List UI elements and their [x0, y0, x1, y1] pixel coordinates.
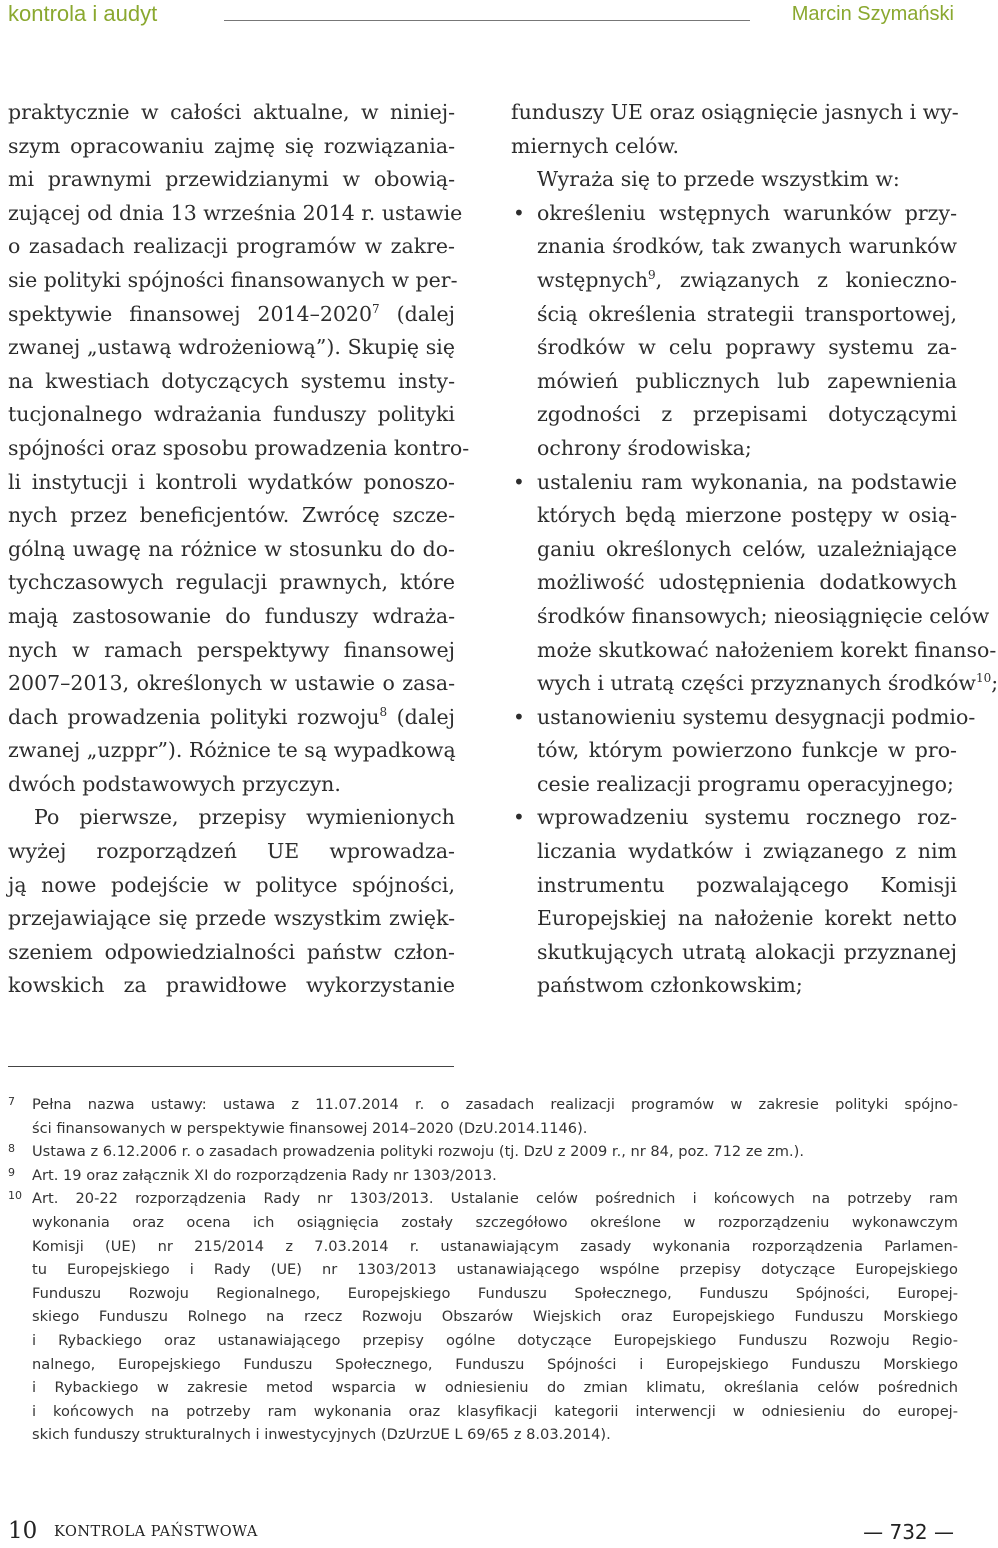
text-line: wstępnych$^9$, związanych z konieczno- [537, 267, 957, 292]
text-line: których będą mierzone postępy w osią- [537, 503, 957, 528]
text-line: ustanowieniu systemu desygnacji podmio- [537, 704, 976, 729]
page-footer [8, 1520, 954, 1548]
footnote-line: i Rybackiego w zakresie metod wsparcia w odniesieniu do zmian klimatu, określania celów pośrednich [32, 1379, 958, 1397]
text-line: przejawiające się przede wszystkim zwięk- [8, 906, 455, 931]
text-line: ochrony środowiska; [537, 435, 752, 460]
text-line: liczania wydatków i związanego z nim [537, 839, 957, 864]
text-line: szeniem odpowiedzialności państw człon- [8, 939, 455, 964]
text-line: spektywie finansowej 2014–2020$^7$ (dalej [8, 301, 456, 326]
footnote-line: Art. 19 oraz załącznik XI do rozporządzenia Rady nr 1303/2013. [32, 1166, 497, 1184]
text-line: dach prowadzenia polityki rozwoju$^8$ (dalej [8, 704, 455, 729]
footnote-number: 10 [8, 1189, 22, 1203]
footnote-line: Ustawa z 6.12.2006 r. o zasadach prowadzenia polityki rozwoju (tj. DzU z 2009 r., nr 84, poz. 712 ze zm.). [32, 1143, 804, 1161]
footnote-line: skiego Funduszu Rolnego na rzecz Rozwoju Obszarów Wiejskich oraz Europejskiego Funduszu Morskiego [32, 1308, 958, 1326]
bullet-icon: • [513, 200, 525, 225]
footnotes [8, 1093, 958, 1447]
text-line: spójności oraz sposobu prowadzenia kontro- [8, 435, 470, 460]
footnote-line: i Rybackiego oraz ustanawiającego przepisy ogólne dotyczące Europejskiego Funduszu Rozwoju Regio- [32, 1331, 958, 1349]
footnote-line: ści finansowanych w perspektywie finansowej 2014–2020 (DzU.2014.1146). [32, 1119, 588, 1137]
bullet-icon: • [513, 704, 525, 729]
footnote-line: tu Europejskiego i Rady (UE) nr 1303/2013 ustanawiającego wspólne przepisy dotyczące Europejskiego [32, 1261, 958, 1279]
footnote [8, 1187, 958, 1447]
left-column [8, 96, 470, 1003]
issue-number: — 732 — [863, 1520, 954, 1544]
footnote-ref: 10 [975, 671, 992, 686]
text-line: miernych celów. [511, 133, 680, 158]
text-line: praktycznie w całości aktualne, w niniej- [8, 100, 455, 124]
text-line: mi prawnymi przewidzianymi w obowią- [8, 167, 455, 192]
text-line: 2007–2013, określonych w ustawie o zasa- [8, 671, 455, 696]
footnote-line: Art. 20-22 rozporządzenia Rady nr 1303/2013. Ustalanie celów pośrednich i końcowych na potrzeby ram [32, 1190, 958, 1208]
page-number: 10 [8, 1518, 38, 1544]
footnote [8, 1140, 958, 1164]
text-line: tucjonalnego wdrażania funduszy polityki [8, 402, 455, 427]
footnote-line: skich funduszy strukturalnych i inwestycyjnych (DzUrzUE L 69/65 z 8.03.2014). [32, 1426, 611, 1444]
list-intro: Wyraża się to przede wszystkim w: [537, 167, 900, 192]
text-line: ganiu określonych celów, uzależniające [537, 536, 957, 561]
text-line: cesie realizacji programu operacyjnego; [537, 771, 954, 796]
text-line: gólną uwagę na różnice w stosunku do do- [8, 536, 455, 561]
footnote-number: 8 [8, 1142, 15, 1156]
paragraph [8, 801, 455, 1003]
paragraph [511, 96, 957, 163]
text-line: mówień publicznych lub zapewnienia [537, 368, 957, 393]
right-column [511, 96, 998, 1003]
text-line: mają zastosowanie do funduszy wdraża- [8, 603, 455, 628]
bullet-icon: • [513, 805, 525, 830]
text-line: wyżej rozporządzeń UE wprowadza- [8, 839, 455, 864]
text-line: szym opracowaniu zajmę się rozwiązania- [8, 133, 455, 158]
text-line: Po pierwsze, przepisy wymienionych [34, 805, 455, 830]
text-line: ustaleniu ram wykonania, na podstawie [537, 469, 957, 494]
footnote-line: nalnego, Europejskiego Funduszu Społecznego, Funduszu Spójności i Europejskiego Funduszu Morskiego [32, 1355, 958, 1373]
journal-title: KONTROLA PAŃSTWOWA [54, 1524, 258, 1540]
footnote-number: 9 [8, 1165, 15, 1179]
text-line: sie polityki spójności finansowanych w per- [8, 267, 458, 292]
paragraph [8, 96, 470, 801]
text-line: określeniu wstępnych warunków przy- [537, 200, 957, 225]
text-line: znania środków, tak zwanych warunków [537, 234, 957, 259]
bullet-list [511, 197, 998, 1003]
text-line: zwanej „uzppr”). Różnice te są wypadkową [8, 738, 456, 763]
footnote-ref: 7 [372, 301, 380, 316]
text-line: tychczasowych regulacji prawnych, które [8, 570, 455, 595]
footnote-line: wykonania oraz ocena ich osiągnięcia zostały szczegółowo określone w rozporządzeniu wykonawczym [32, 1213, 958, 1231]
list-item [511, 701, 976, 802]
section-title: kontrola i audyt [8, 1, 158, 26]
footnote-line: Pełna nazwa ustawy: ustawa z 11.07.2014 r. o zasadach realizacji programów w zakresie polityki spójno- [32, 1096, 958, 1113]
list-item [511, 197, 957, 466]
bullet-icon: • [513, 469, 525, 494]
list-item [511, 801, 957, 1003]
text-line: możliwość udostępnienia dodatkowych [537, 570, 957, 595]
text-line: środków w celu poprawy systemu za- [537, 335, 957, 360]
text-line: wprowadzeniu systemu rocznego roz- [537, 805, 957, 830]
text-line: zującej od dnia 13 września 2014 r. ustawie [8, 200, 463, 225]
text-line: ją nowe podejście w polityce spójności, [8, 872, 455, 897]
text-line: nych przez beneficjentów. Zwrócę szcze- [8, 503, 455, 528]
text-line: skutkujących utratą alokacji przyznanej [537, 939, 957, 964]
text-line: o zasadach realizacji programów w zakre- [8, 234, 455, 259]
text-line: ścią określenia strategii transportowej, [537, 301, 957, 326]
footnote-line: Komisji (UE) nr 215/2014 z 7.03.2014 r. ustanawiającym zasady wykonania rozporządzenia Parlamen- [32, 1237, 958, 1255]
footnote-rule [8, 1066, 454, 1067]
text-line: dwóch podstawowych przyczyn. [8, 771, 341, 796]
header-rule [224, 20, 750, 21]
footnote [8, 1164, 958, 1188]
text-line: środków finansowych; nieosiągnięcie celów [537, 603, 990, 628]
author-name: Marcin Szymański [791, 3, 954, 25]
text-line: może skutkować nałożeniem korekt finanso- [537, 637, 997, 662]
footnote [8, 1093, 958, 1140]
text-line: wych i utratą części przyznanych środków$^{10}$; [537, 671, 998, 696]
text-line: państwom członkowskim; [537, 973, 803, 998]
text-line: na kwestiach dotyczących systemu insty- [8, 368, 455, 393]
text-line: tów, którym powierzono funkcje w pro- [537, 738, 957, 763]
footnote-ref: 8 [379, 704, 388, 719]
text-line: Europejskiej na nałożenie korekt netto [537, 906, 957, 931]
text-line: zgodności z przepisami dotyczącymi [537, 402, 957, 427]
footnote-line: Funduszu Rozwoju Regionalnego, Europejskiego Funduszu Społecznego, Funduszu Spójności, Europej- [32, 1284, 958, 1302]
text-line: zwanej „ustawą wdrożeniową”). Skupię się [8, 335, 455, 360]
text-line: instrumentu pozwalającego Komisji [537, 872, 957, 897]
footnote-ref: 9 [648, 268, 656, 283]
list-item [511, 466, 998, 701]
text-line: li instytucji i kontroli wydatków ponoszo- [8, 469, 455, 494]
text-line: funduszy UE oraz osiągnięcie jasnych i wy- [511, 100, 959, 124]
footnote-number: 7 [8, 1095, 15, 1108]
footnote-line: i końcowych na potrzeby ram wykonania oraz klasyfikacji kategorii interwencji w odniesieniu do europej- [32, 1402, 958, 1420]
running-header [8, 0, 954, 30]
text-line: nych w ramach perspektywy finansowej [8, 637, 455, 662]
text-line: kowskich za prawidłowe wykorzystanie [8, 973, 455, 998]
